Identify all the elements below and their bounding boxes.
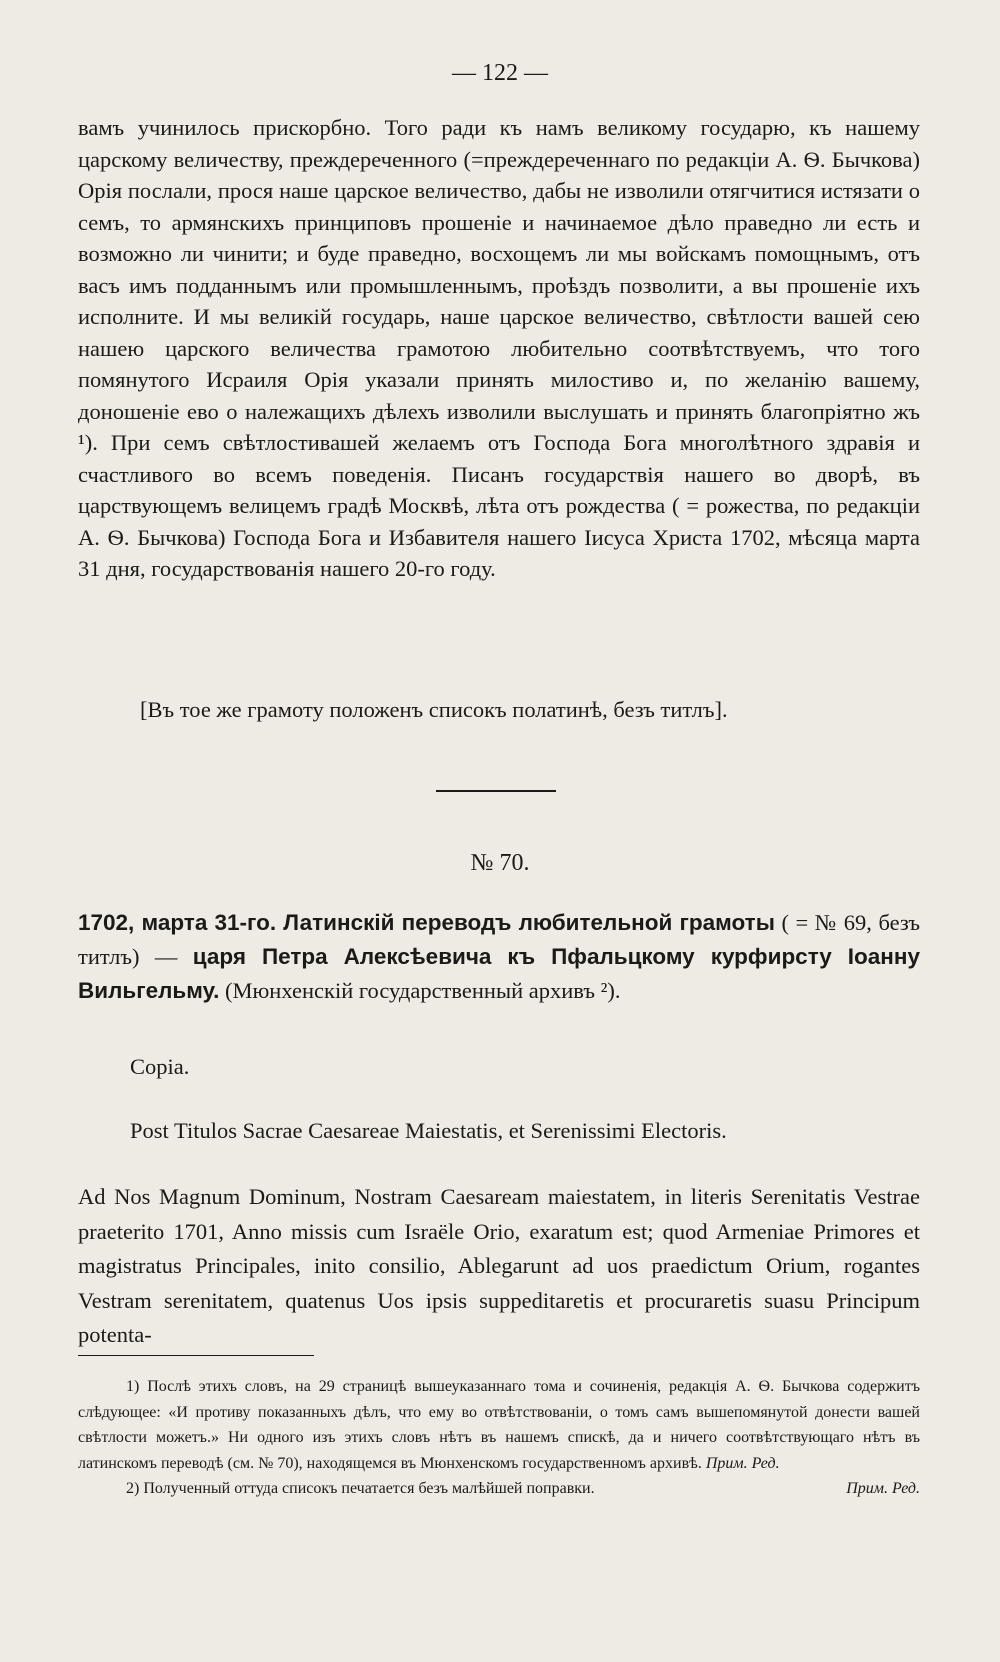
footnote-2-sign: Прим. Ред. (846, 1480, 920, 1497)
footnotes (78, 1374, 920, 1502)
document-number: № 70. (470, 850, 530, 876)
footnote-1-sign: Прим. Ред. (705, 1454, 780, 1472)
footnote-2-text: 2) Полученный оттуда списокъ печатается безъ малѣйшей поправки. (126, 1480, 595, 1497)
document-heading (78, 906, 920, 1008)
footnote-1 (78, 1374, 920, 1476)
heading-bold-part-2: царя Петра Алексѣевича къ Пфальцкому курфирсту Іоанну Вильгельму. (78, 944, 920, 1003)
bracket-note: [Въ тое же грамоту положенъ списокъ полатинѣ, безъ титлъ]. (140, 697, 728, 722)
heading-normal-part-1: ( = № 69, безъ титлъ) — (78, 910, 920, 969)
section-divider (436, 790, 556, 792)
latin-title: Post Titulos Sacrae Caesareae Maiestatis, et Serenissimi Electoris. (130, 1118, 727, 1143)
footnote-1-text: 1) Послѣ этихъ словъ, на 29 страницѣ вышеуказаннаго тома и сочиненія, редакція А. Ѳ. Бычкова содержитъ слѣдующее: «И противу показанныхъ дѣлъ, что ему во отвѣтствованіи, о томъ самъ вышепомянутой донести вашей свѣтлости можетъ.» Ни одного изъ этихъ словъ нѣтъ въ нашемъ спискѣ, да и ничего соотвѣтствующаго нѣтъ въ латинскомъ переводѣ (см. № 70), находящемся въ Мюнхенскомъ государственномъ архивѣ. (78, 1378, 920, 1472)
heading-normal-part-2: (Мюнхенскій государственный архивъ ²). (219, 978, 621, 1003)
page-number: — 122 — (452, 60, 548, 86)
latin-paragraph: Ad Nos Magnum Dominum, Nostram Caesaream maiestatem, in literis Serenitatis Vestrae praeterito 1701, Anno missis cum Israële Orio, exaratum est; quod Armeniae Primores et magistratus Principales, inito consilio, Ablegarunt ad uos praedictum Orium, rogantes Vestram serenitatem, quatenus Uos ipsis suppeditaretis et procuraretis suasu Principum potenta- (78, 1184, 920, 1347)
footnote-divider (78, 1355, 314, 1356)
copia-label: Copia. (130, 1054, 190, 1079)
heading-bold-part-1: 1702, марта 31-го. Латинскій переводъ любительной грамоты (78, 910, 775, 935)
main-paragraph: вамъ учинилось прискорбно. Того ради къ намъ великому государю, къ нашему царскому величеству, преждереченного (=преждереченнаго по редакціи А. Ѳ. Бычкова) Орія послали, прося наше царское величество, дабы не изволили отягчитися истязати о семъ, то армянскихъ принциповъ прошеніе и начинаемое дѣло праведно ли есть и возможно ли чинити; и буде праведно, восхощемъ ли мы войскамъ помощнымъ, отъ васъ имъ подданнымъ или промышленнымъ, проѣздъ позволити, а вы прошеніе ихъ исполните. И мы великій государь, наше царское величество, свѣтлости вашей сею нашею царского величества грамотою любительно соотвѣтствуемъ, что того помянутого Исраиля Орія указали принять милостиво и, по желанію вашему, доношеніе ево о належащихъ дѣлехъ изволили выслушать и принять благопріятно жъ ¹). При семъ свѣтлостивашей желаемъ отъ Господа Бога многолѣтного здравія и счастливого во всемъ поведенія. Писанъ государствія нашего во дворѣ, въ царствующемъ велицемъ градѣ Москвѣ, лѣта отъ рождества ( = рожества, по редакціи А. Ѳ. Бычкова) Господа Бога и Избавителя нашего Іисуса Христа 1702, мѣсяца марта 31 дня, государствованія нашего 20-го году. (78, 115, 920, 581)
footnote-2 (78, 1476, 920, 1502)
